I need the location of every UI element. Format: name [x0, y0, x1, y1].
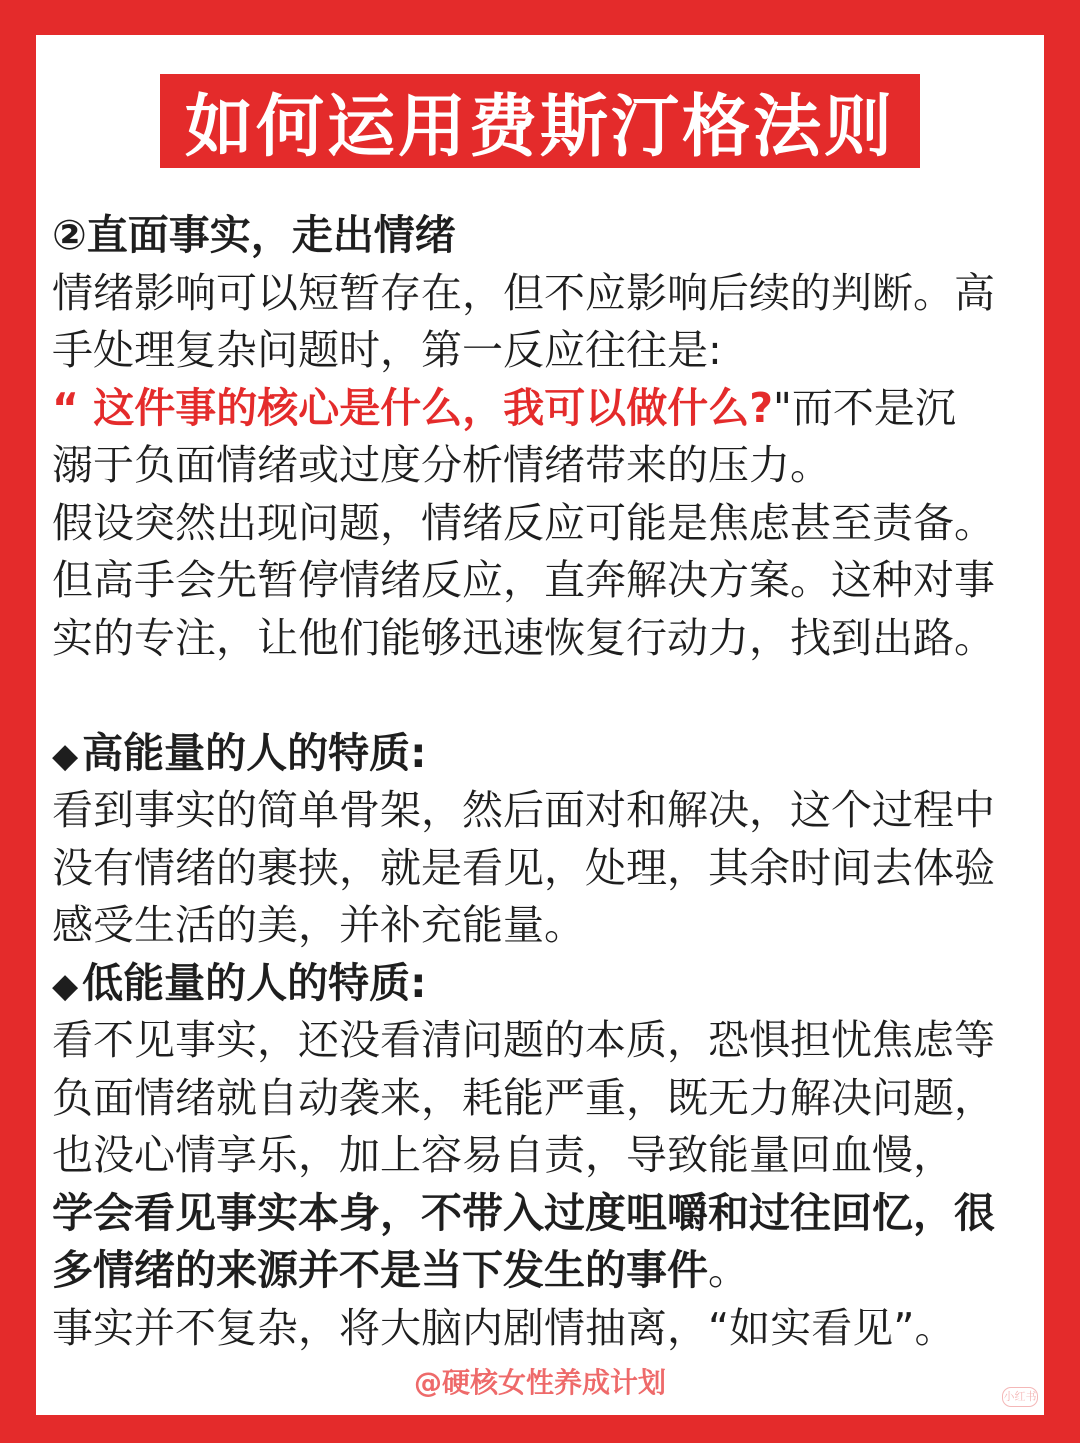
author-watermark: @硬核女性养成计划: [413, 1366, 666, 1399]
diamond-bullet-icon: ◆: [52, 965, 79, 1006]
paragraph-line: 手处理复杂问题时，第一反应往往是:: [52, 326, 722, 374]
quote-tail: "而不是沉: [773, 383, 956, 432]
diamond-bullet-icon: ◆: [52, 735, 79, 776]
paragraph-line: 负面情绪就自动袭来，耗能严重，既无力解决问题，: [52, 1073, 995, 1122]
paragraph-line: 情绪影响可以短暂存在，但不应影响后续的判断。高: [52, 268, 995, 317]
paragraph-line: 实的专注，让他们能够迅速恢复行动力，找到出路。: [52, 613, 995, 662]
section-heading: ②直面事实，走出情绪: [52, 211, 456, 259]
highlight-quote: “ 这件事的核心是什么，我可以做什么?: [52, 383, 774, 432]
paragraph-line: [52, 380, 1032, 438]
paragraph-line: 溺于负面情绪或过度分析情绪带来的压力。: [52, 441, 831, 489]
title-banner: [160, 74, 920, 168]
paragraph-spacer: [52, 667, 1032, 725]
paragraph-line: 事实并不复杂，将大脑内剧情抽离，“如实看见”。: [52, 1303, 956, 1352]
paragraph-line: 看到事实的简单骨架，然后面对和解决，这个过程中: [52, 786, 995, 834]
emphasis-tail: 。: [708, 1246, 749, 1294]
high-energy-heading: [52, 725, 1032, 783]
emphasis-text: 多情绪的来源并不是当下发生的事件: [52, 1246, 708, 1294]
article-body: [52, 207, 1032, 1357]
paragraph-line: 也没心情享乐，加上容易自责，导致能量回血慢，: [52, 1131, 954, 1179]
paragraph-line: 感受生活的美，并补充能量。: [52, 901, 585, 949]
paragraph-line: 但高手会先暂停情绪反应，直奔解决方案。这种对事: [52, 556, 995, 604]
low-energy-heading: [52, 955, 1032, 1013]
paragraph-line: 看不见事实，还没看清问题的本质，恐惧担忧焦虑等: [52, 1016, 995, 1064]
content-card: [36, 35, 1044, 1415]
emphasis-line: 学会看见事实本身，不带入过度咀嚼和过往回忆，很: [52, 1188, 995, 1237]
paragraph-line: 没有情绪的裹挟，就是看见，处理，其余时间去体验: [52, 843, 995, 892]
high-energy-heading-text: 高能量的人的特质:: [82, 728, 427, 777]
low-energy-heading-text: 低能量的人的特质:: [82, 958, 427, 1007]
paragraph-line: 假设突然出现问题，情绪反应可能是焦虑甚至责备。: [52, 498, 995, 547]
platform-badge: 小红书: [1002, 1387, 1038, 1407]
emphasis-line: [52, 1242, 1032, 1300]
page-title: 如何运用费斯汀格法则: [184, 87, 895, 167]
